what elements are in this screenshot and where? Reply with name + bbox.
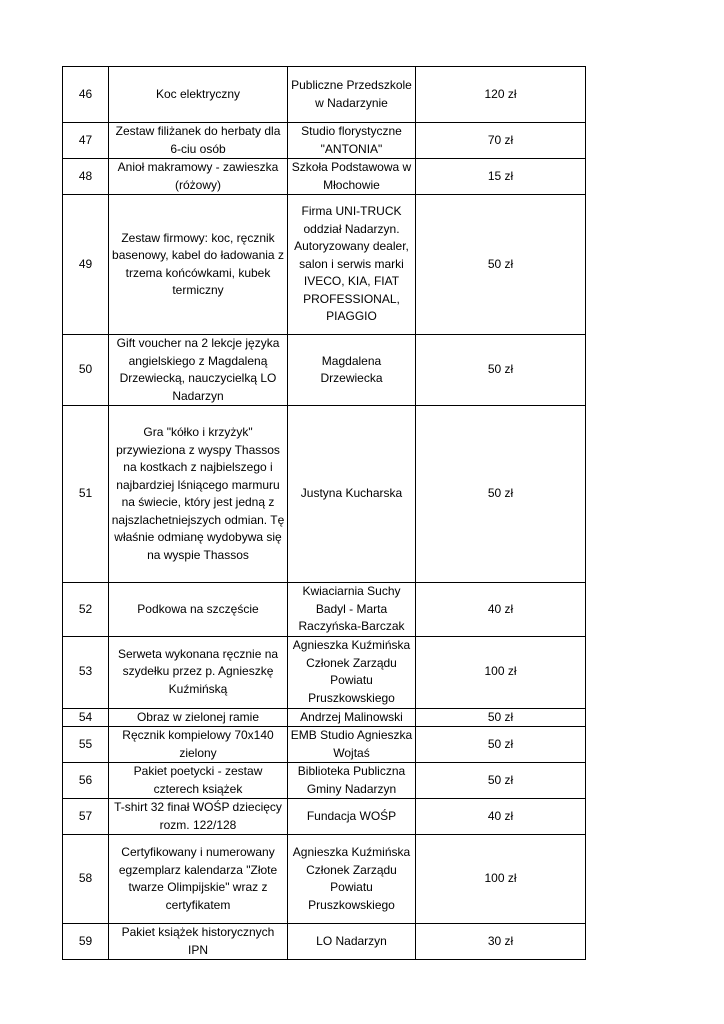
item-value: 120 zł [416, 67, 586, 123]
item-description: Zestaw firmowy: koc, ręcznik basenowy, kabel do ładowania z trzema końcówkami, kubek termiczny [109, 195, 288, 335]
item-description: Pakiet książek historycznych IPN [109, 924, 288, 960]
item-value: 40 zł [416, 583, 586, 637]
item-value: 30 zł [416, 924, 586, 960]
table-row [63, 636, 586, 708]
item-value: 50 zł [416, 335, 586, 406]
item-number: 58 [63, 835, 109, 924]
item-donor: Agnieszka Kuźmińska Członek Zarządu Powiatu Pruszkowskiego [288, 835, 416, 924]
item-donor: Andrzej Malinowski [288, 708, 416, 727]
item-donor: Magdalena Drzewiecka [288, 335, 416, 406]
item-number: 52 [63, 583, 109, 637]
item-number: 55 [63, 727, 109, 763]
item-value: 15 zł [416, 159, 586, 195]
item-description: T-shirt 32 finał WOŚP dziecięcy rozm. 122/128 [109, 799, 288, 835]
item-number: 46 [63, 67, 109, 123]
table-row [63, 708, 586, 727]
table-row [63, 67, 586, 123]
item-description: Podkowa na szczęście [109, 583, 288, 637]
table-row [63, 335, 586, 406]
item-donor: Fundacja WOŚP [288, 799, 416, 835]
item-number: 54 [63, 708, 109, 727]
item-donor: Agnieszka Kuźmińska Członek Zarządu Powiatu Pruszkowskiego [288, 636, 416, 708]
item-donor: Studio florystyczne "ANTONIA" [288, 123, 416, 159]
item-number: 47 [63, 123, 109, 159]
item-description: Koc elektryczny [109, 67, 288, 123]
table-row [63, 583, 586, 637]
item-value: 70 zł [416, 123, 586, 159]
table-row [63, 763, 586, 799]
item-description: Gift voucher na 2 lekcje języka angielskiego z Magdaleną Drzewiecką, nauczycielką LO Nadarzyn [109, 335, 288, 406]
item-number: 56 [63, 763, 109, 799]
item-description: Certyfikowany i numerowany egzemplarz kalendarza "Złote twarze Olimpijskie" wraz z certyfikatem [109, 835, 288, 924]
item-value: 50 zł [416, 727, 586, 763]
item-value: 50 zł [416, 406, 586, 583]
item-donor: Kwiaciarnia Suchy Badyl - Marta Raczyńska-Barczak [288, 583, 416, 637]
item-number: 48 [63, 159, 109, 195]
item-description: Anioł makramowy - zawieszka (różowy) [109, 159, 288, 195]
item-value: 100 zł [416, 835, 586, 924]
item-number: 53 [63, 636, 109, 708]
item-donor: LO Nadarzyn [288, 924, 416, 960]
item-donor: EMB Studio Agnieszka Wojtaś [288, 727, 416, 763]
item-description: Zestaw filiżanek do herbaty dla 6-ciu osób [109, 123, 288, 159]
item-value: 40 zł [416, 799, 586, 835]
item-number: 50 [63, 335, 109, 406]
item-donor: Publiczne Przedszkole w Nadarzynie [288, 67, 416, 123]
item-donor: Szkoła Podstawowa w Młochowie [288, 159, 416, 195]
item-number: 51 [63, 406, 109, 583]
item-donor: Biblioteka Publiczna Gminy Nadarzyn [288, 763, 416, 799]
item-donor: Firma UNI-TRUCK oddział Nadarzyn. Autoryzowany dealer, salon i serwis marki IVECO, KIA, FIAT PROFESSIONAL, PIAGGIO [288, 195, 416, 335]
table-row [63, 799, 586, 835]
item-description: Obraz w zielonej ramie [109, 708, 288, 727]
table-row [63, 123, 586, 159]
auction-items-table [62, 66, 586, 960]
table-body [63, 67, 586, 960]
table-row [63, 727, 586, 763]
item-donor: Justyna Kucharska [288, 406, 416, 583]
item-value: 50 zł [416, 763, 586, 799]
table-row [63, 924, 586, 960]
table-row [63, 159, 586, 195]
table-row [63, 195, 586, 335]
item-value: 50 zł [416, 195, 586, 335]
item-number: 57 [63, 799, 109, 835]
item-description: Gra "kółko i krzyżyk" przywieziona z wyspy Thassos na kostkach z najbielszego i najbardziej lśniącego marmuru na świecie, który jest jedną z najszlachetniejszych odmian. Tę właśnie odmianę wydobywa się na wyspie Thassos [109, 406, 288, 583]
item-description: Ręcznik kompielowy 70x140 zielony [109, 727, 288, 763]
table-row [63, 835, 586, 924]
item-number: 49 [63, 195, 109, 335]
item-description: Serweta wykonana ręcznie na szydełku przez p. Agnieszkę Kuźmińską [109, 636, 288, 708]
item-value: 50 zł [416, 708, 586, 727]
item-value: 100 zł [416, 636, 586, 708]
item-number: 59 [63, 924, 109, 960]
table-row [63, 406, 586, 583]
item-description: Pakiet poetycki - zestaw czterech książek [109, 763, 288, 799]
